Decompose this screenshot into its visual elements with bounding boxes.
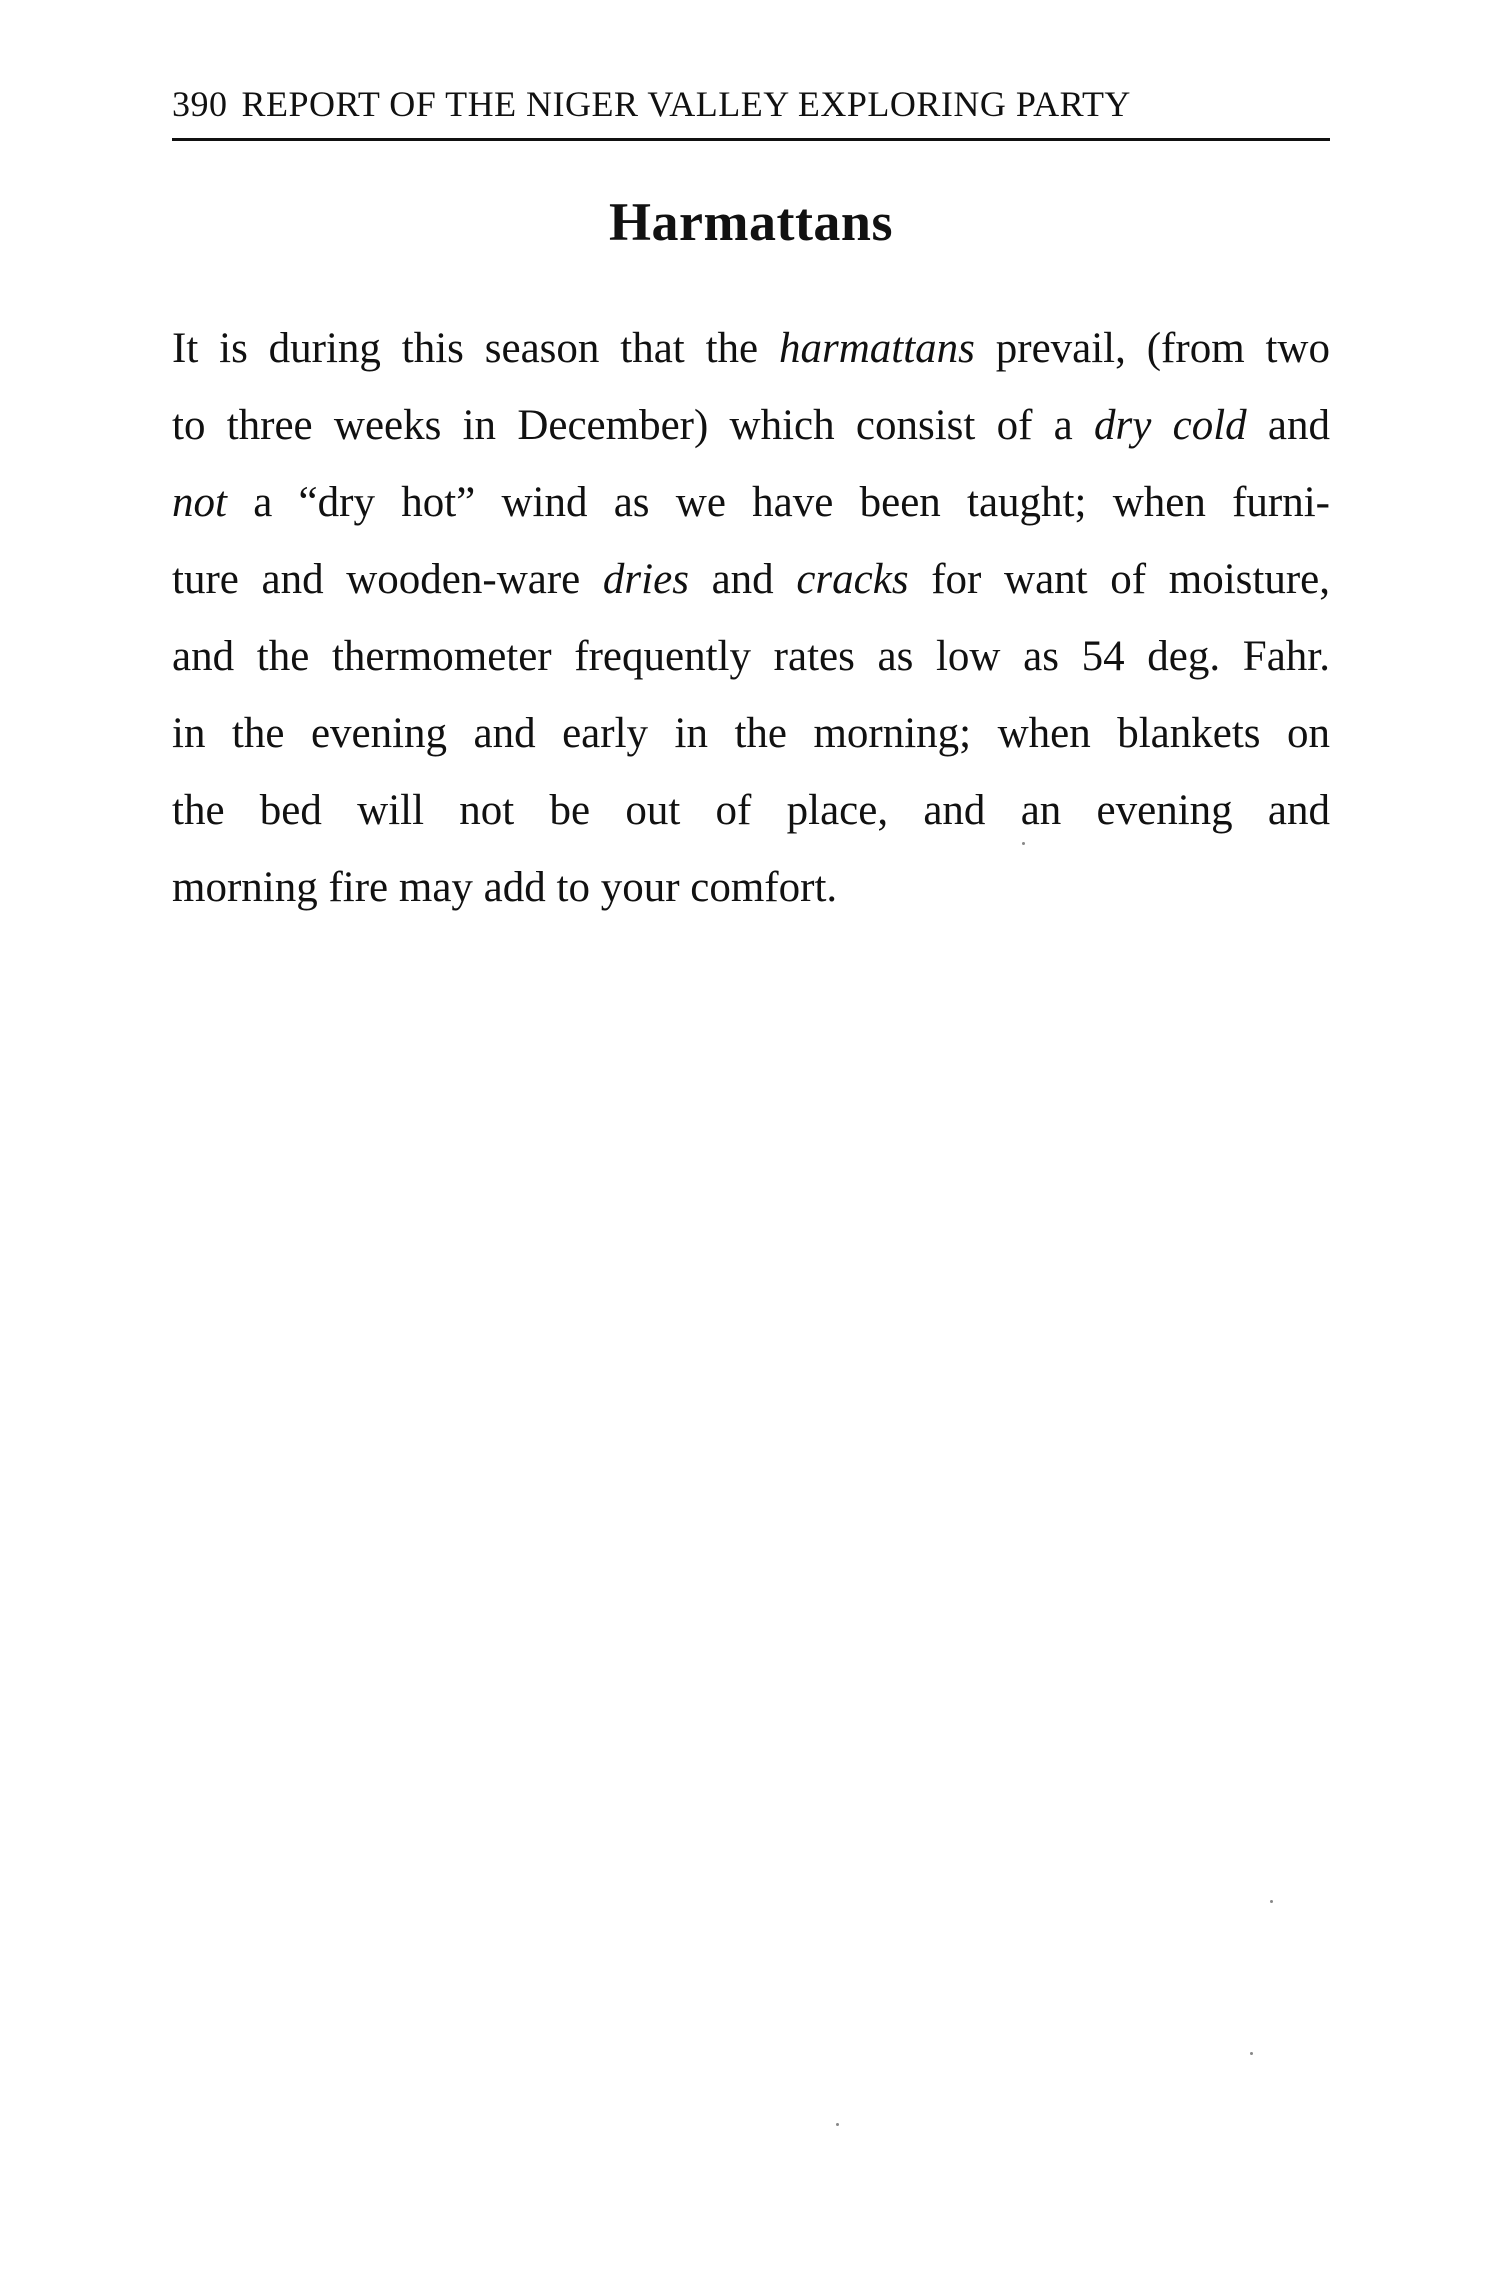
italic-text: cracks — [796, 556, 909, 603]
text-segment: prevail, (from two — [974, 325, 1330, 372]
paper-speck — [836, 2123, 839, 2126]
text-segment: and — [1246, 402, 1330, 449]
text-line — [172, 541, 1330, 618]
italic-text: not — [172, 479, 227, 526]
text-segment: ture and wooden-ware — [172, 556, 603, 603]
running-head-title: REPORT OF THE NIGER VALLEY EXPLORING PARTY — [241, 84, 1131, 124]
running-head — [172, 86, 1330, 122]
text-segment: and the thermometer frequently rates as low as 54 deg. Fahr. — [172, 633, 1330, 680]
italic-text: harmattans — [778, 325, 975, 372]
book-page — [172, 0, 1330, 2284]
text-line — [172, 310, 1330, 387]
page-number: 390 — [172, 84, 228, 124]
text-segment: to three weeks in December) which consist of a — [172, 402, 1095, 449]
paper-speck — [1022, 842, 1025, 845]
text-line — [172, 772, 1330, 849]
italic-text: dries — [602, 556, 689, 603]
text-segment: for want of moisture, — [908, 556, 1330, 603]
text-line — [172, 464, 1330, 541]
text-segment: It is during this season that the — [172, 325, 779, 372]
body-paragraph — [172, 310, 1330, 926]
header-rule — [172, 138, 1330, 141]
text-segment: morning fire may add to your comfort. — [172, 864, 838, 911]
section-title: Harmattans — [609, 192, 893, 252]
text-segment: a “dry hot” wind as we have been taught; when furni- — [226, 479, 1330, 526]
paper-speck — [1270, 1900, 1273, 1903]
text-line — [172, 695, 1330, 772]
text-line — [172, 387, 1330, 464]
text-segment: the bed will not be out of place, and an evening and — [172, 787, 1330, 834]
italic-text: dry cold — [1094, 402, 1247, 449]
paper-speck — [1250, 2052, 1253, 2055]
text-line — [172, 849, 1330, 926]
text-line — [172, 618, 1330, 695]
text-segment: in the evening and early in the morning; when blankets on — [172, 710, 1330, 757]
text-segment: and — [688, 556, 797, 603]
